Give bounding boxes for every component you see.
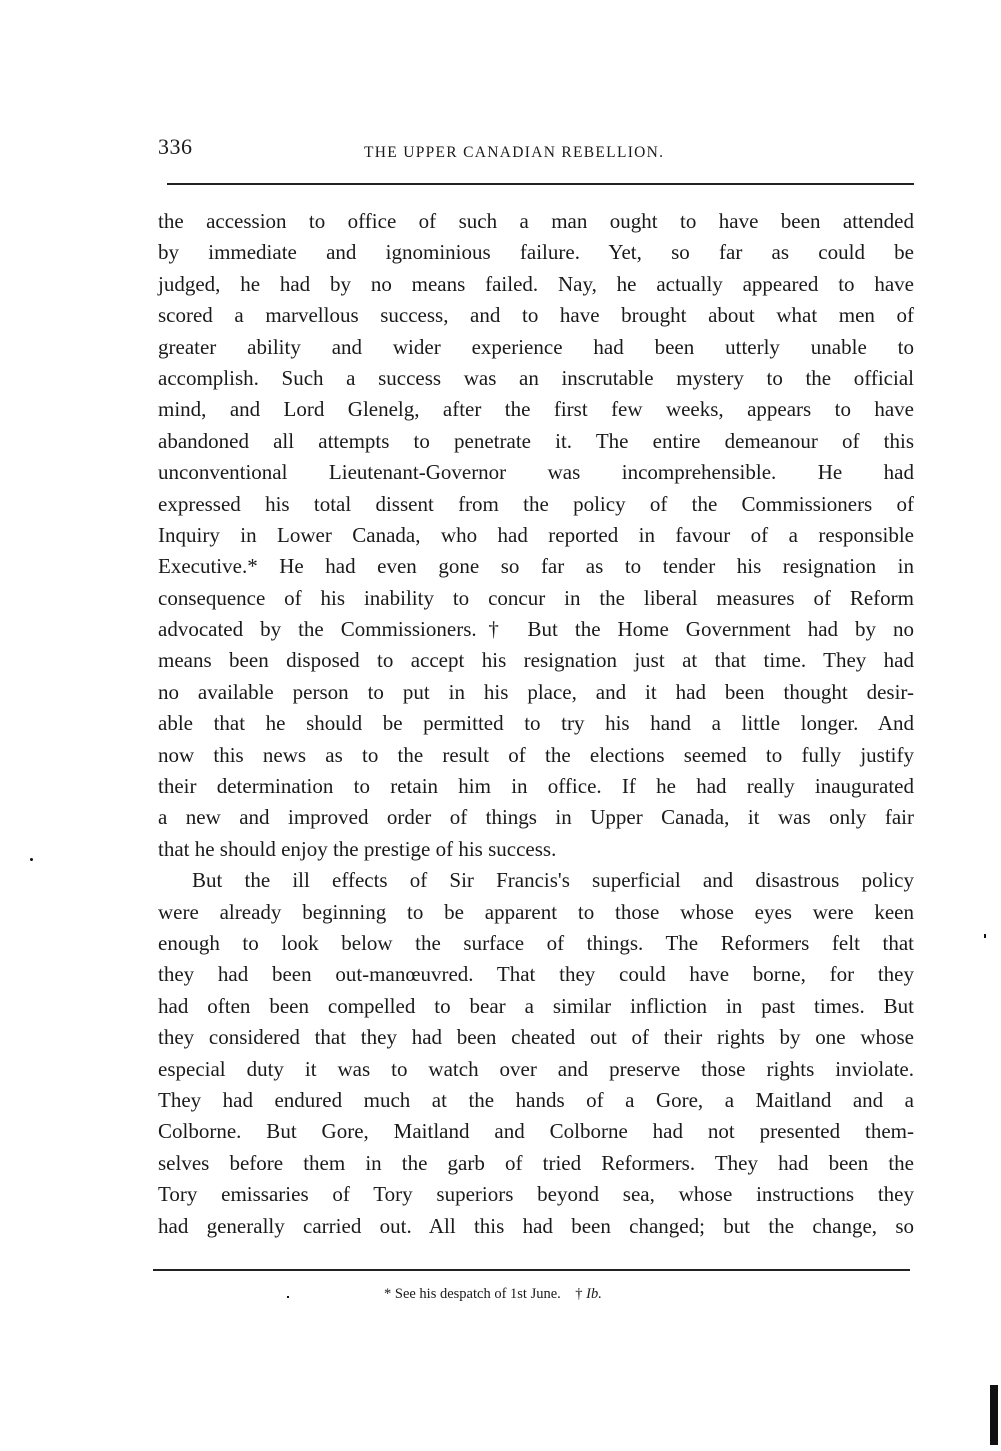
footnotes (384, 1286, 602, 1303)
text-line: means been disposed to accept his resignation just at that time. They had (158, 648, 914, 673)
text-line: they had been out-manœuvred. That they could have borne, for they (158, 962, 914, 987)
text-line: especial duty it was to watch over and preserve those rights inviolate. (158, 1056, 914, 1081)
running-head: THE UPPER CANADIAN REBELLION. (364, 144, 665, 161)
text-line: Colborne. But Gore, Maitland and Colborne had not presented them- (158, 1119, 914, 1144)
text-line: greater ability and wider experience had been utterly unable to (158, 334, 914, 359)
text-line: they considered that they had been cheated out of their rights by one whose (158, 1025, 914, 1050)
text-line: had often been compelled to bear a similar infliction in past times. But (158, 993, 914, 1018)
text-line: now this news as to the result of the elections seemed to fully justify (158, 742, 914, 767)
text-line: accomplish. Such a success was an inscrutable mystery to the official (158, 365, 914, 390)
footnote-1: * See his despatch of 1st June. (384, 1286, 561, 1302)
text-line: had generally carried out. All this had been changed; but the change, so (158, 1213, 914, 1238)
scan-speck (287, 1296, 289, 1298)
text-line: a new and improved order of things in Upper Canada, it was only fair (158, 805, 914, 830)
text-line: They had endured much at the hands of a Gore, a Maitland and a (158, 1087, 914, 1112)
footnote-rule (153, 1269, 910, 1271)
text-line: consequence of his inability to concur in the liberal measures of Reform (158, 585, 914, 610)
text-line: scored a marvellous success, and to have brought about what men of (158, 303, 914, 328)
footnote-2-ref: Ib. (586, 1286, 602, 1302)
text-line: their determination to retain him in office. If he had really inaugurated (158, 774, 914, 799)
body-text (158, 206, 914, 1242)
header-rule (167, 183, 914, 185)
text-line: Inquiry in Lower Canada, who had reported in favour of a responsible (158, 522, 914, 547)
text-line: abandoned all attempts to penetrate it. The entire demeanour of this (158, 428, 914, 453)
text-line: the accession to office of such a man ought to have been attended (158, 209, 914, 233)
text-line: Executive.* He had even gone so far as to tender his resignation in (158, 554, 914, 579)
footnote-2-mark: † (575, 1286, 583, 1302)
text-line: mind, and Lord Glenelg, after the first few weeks, appears to have (158, 397, 914, 422)
text-line: no available person to put in his place, and it had been thought desir- (158, 679, 914, 704)
text-line: judged, he had by no means failed. Nay, he actually appeared to have (158, 271, 914, 296)
text-line: selves before them in the garb of tried Reformers. They had been the (158, 1150, 914, 1175)
paragraph-2 (158, 865, 914, 1242)
text-line: by immediate and ignominious failure. Yet, so far as could be (158, 240, 914, 265)
text-line: expressed his total dissent from the policy of the Commissioners of (158, 491, 914, 516)
scan-edge-mark (990, 1385, 998, 1445)
text-line: that he should enjoy the prestige of his success. (158, 836, 557, 861)
text-line: Tory emissaries of Tory superiors beyond sea, whose instructions they (158, 1182, 914, 1207)
text-line: able that he should be permitted to try his hand a little longer. And (158, 711, 914, 736)
text-line: But the ill effects of Sir Francis's superficial and disastrous policy (192, 868, 914, 893)
text-line: enough to look below the surface of things. The Reformers felt that (158, 930, 914, 955)
page-number: 336 (158, 134, 193, 159)
text-line: unconventional Lieutenant-Governor was incomprehensible. He had (158, 460, 914, 485)
scan-speck (30, 858, 33, 861)
text-line: were already beginning to be apparent to those whose eyes were keen (158, 899, 914, 924)
scan-speck (984, 934, 986, 938)
text-line: advocated by the Commissioners.† But the Home Government had by no (158, 617, 914, 642)
paragraph-1 (158, 206, 914, 865)
